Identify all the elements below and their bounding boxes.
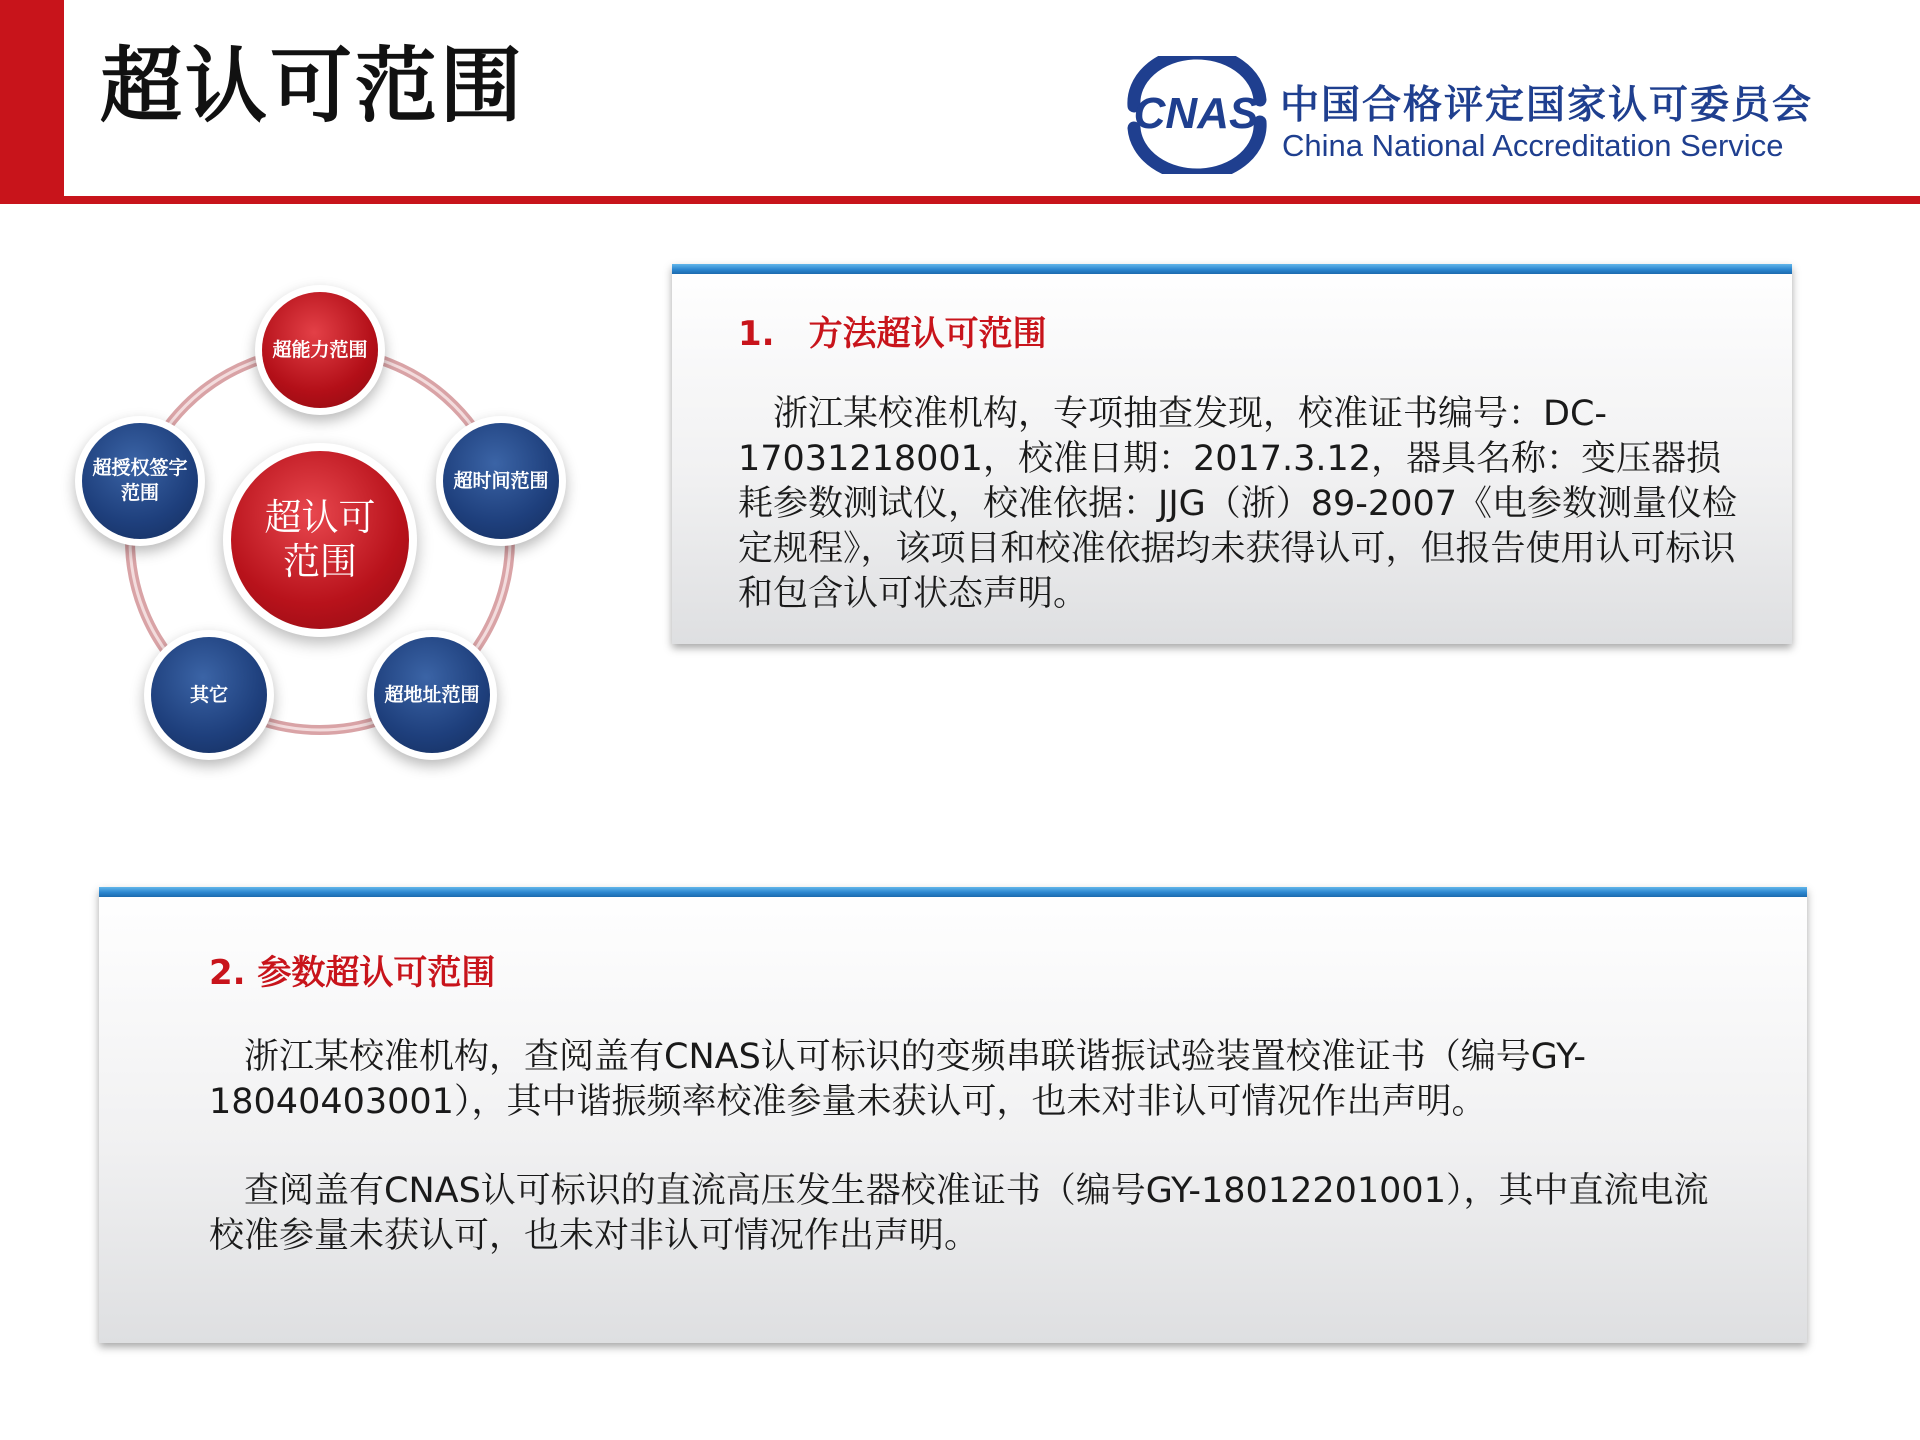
cnas-logo bbox=[1122, 50, 1822, 180]
page-title: 超认可范围 bbox=[100, 39, 526, 134]
header-accent-block bbox=[0, 0, 64, 196]
logo-name-cn: 中国合格评定国家认可委员会 bbox=[1280, 83, 1814, 128]
node-label: 超授权签字范围 bbox=[92, 457, 188, 504]
node-label: 其它 bbox=[189, 683, 228, 706]
node-other bbox=[151, 637, 267, 753]
method-scope-text: 浙江某校准机构，专项抽查发现，校准证书编号：DC-17031218001，校准日期：2017.3.12，器具名称：变压器损耗参数测试仪，校准依据：JJG（浙）89-2007《电参数测量仪检定规程》，该项目和校准依据均未获得认可，但报告使用认可标识和包含认可状态声明。 bbox=[738, 394, 1738, 614]
center-node-label: 超认可范围 bbox=[264, 495, 376, 583]
node-ability-scope bbox=[262, 292, 378, 408]
node-label: 超能力范围 bbox=[272, 338, 368, 361]
method-scope-card bbox=[672, 264, 1792, 644]
scope-cycle-diagram bbox=[70, 270, 590, 790]
cnas-logo-mark bbox=[1122, 56, 1272, 174]
node-signatory-scope bbox=[82, 423, 198, 539]
node-label: 超地址范围 bbox=[384, 683, 480, 706]
logo-mark-text: CNAS bbox=[1133, 89, 1259, 138]
node-address-scope bbox=[374, 637, 490, 753]
parameter-scope-title: 2. 参数超认可范围 bbox=[209, 953, 496, 993]
logo-name-en: China National Accreditation Service bbox=[1282, 128, 1784, 163]
header-divider bbox=[0, 196, 1920, 204]
center-node bbox=[231, 451, 409, 629]
node-time-scope bbox=[443, 423, 559, 539]
parameter-scope-paragraph-2: 查阅盖有CNAS认可标识的直流高压发生器校准证书（编号GY-18012201001），其中直流电流校准参量未获认可，也未对非认可情况作出声明。 bbox=[209, 1171, 1709, 1256]
parameter-scope-paragraph-1: 浙江某校准机构，查阅盖有CNAS认可标识的变频串联谐振试验装置校准证书（编号GY-18040403001），其中谐振频率校准参量未获认可，也未对非认可情况作出声明。 bbox=[209, 1037, 1587, 1122]
node-label: 超时间范围 bbox=[453, 469, 549, 492]
method-scope-title: 1. 方法超认可范围 bbox=[738, 314, 1047, 354]
parameter-scope-card bbox=[99, 887, 1807, 1343]
